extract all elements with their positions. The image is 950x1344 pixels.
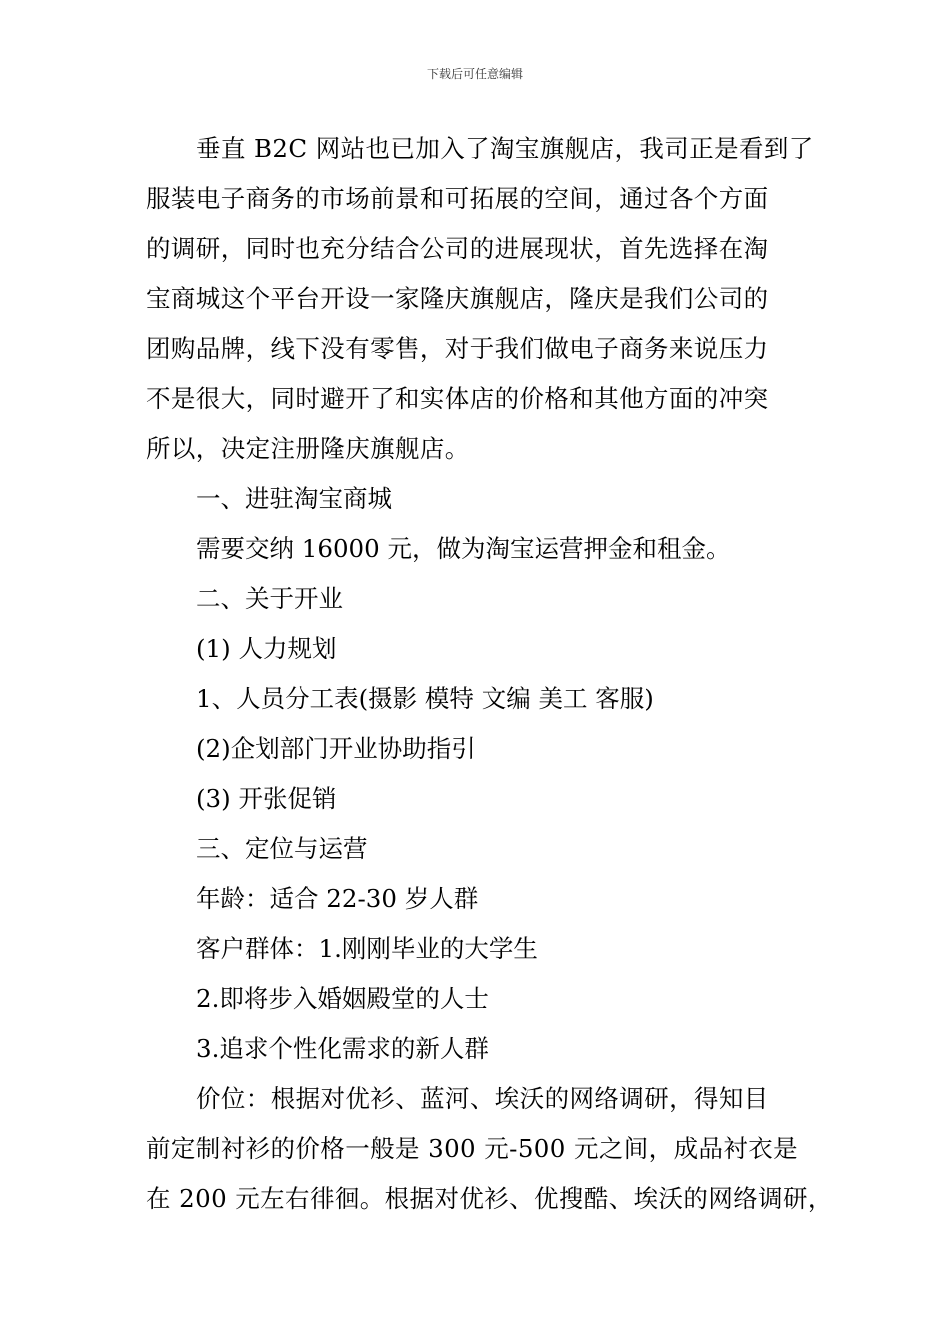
intro-line: 不是很大，同时避开了和实体店的价格和其他方面的冲突 [146,384,769,413]
intro-line: 垂直 B2C 网站也已加入了淘宝旗舰店，我司正是看到了 [196,134,814,163]
customer-group-item: 2.即将步入婚姻殿堂的人士 [196,984,489,1013]
deposit-line: 需要交纳 16000 元，做为淘宝运营押金和租金。 [196,534,731,563]
customer-group-item: 3.追求个性化需求的新人群 [196,1034,489,1063]
intro-line: 所以，决定注册隆庆旗舰店。 [146,434,470,463]
price-paragraph [146,1074,833,1224]
intro-line: 团购品牌，线下没有零售，对于我们做电子商务来说压力 [146,334,769,363]
intro-line: 服装电子商务的市场前景和可拓展的空间，通过各个方面 [146,184,769,213]
section-heading-1: 一、进驻淘宝商城 [196,484,392,513]
price-line: 前定制衬衫的价格一般是 300 元-500 元之间，成品衬衣是 [146,1134,799,1163]
customer-group-line: 客户群体：1.刚刚毕业的大学生 [196,934,538,963]
section-heading-2: 二、关于开业 [196,584,343,613]
intro-line: 的调研，同时也充分结合公司的进展现状，首先选择在淘 [146,234,769,263]
page-header: 下载后可任意编辑 [426,67,523,81]
age-line: 年龄：适合 22-30 岁人群 [196,884,479,913]
document-body [146,124,833,1224]
subsection-planning: (2)企划部门开业协助指引 [196,734,476,763]
intro-line: 宝商城这个平台开设一家隆庆旗舰店，隆庆是我们公司的 [146,284,769,313]
staff-roles-line: 1、人员分工表(摄影 模特 文编 美工 客服) [196,684,654,713]
price-line: 价位：根据对优衫、蓝河、埃沃的网络调研，得知目 [196,1084,769,1113]
subsection-staffing: (1) 人力规划 [196,634,337,663]
subsection-promotion: (3) 开张促销 [196,784,337,813]
price-line: 在 200 元左右徘徊。根据对优衫、优搜酷、埃沃的网络调研， [146,1184,833,1213]
intro-paragraph [146,124,814,474]
section-heading-3: 三、定位与运营 [196,834,368,863]
